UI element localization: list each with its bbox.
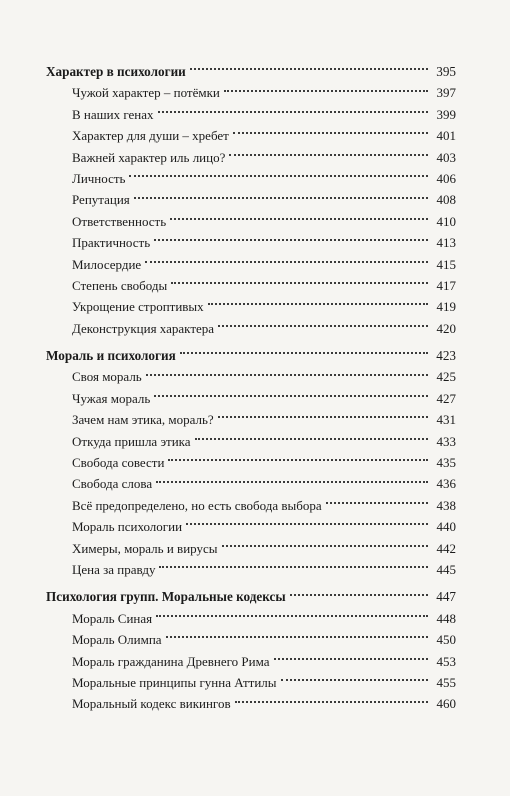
table-of-contents	[46, 61, 456, 715]
dot-leader	[233, 131, 428, 134]
toc-entry	[46, 104, 456, 125]
toc-entry	[46, 296, 456, 317]
entry-title: Важней характер иль лицо?	[72, 149, 226, 165]
entry-title: Чужой характер – потёмки	[72, 85, 220, 101]
page-number: 419	[436, 299, 456, 315]
dot-leader	[224, 89, 428, 92]
entry-title: Практичность	[72, 235, 151, 251]
entry-title: Укрощение строптивых	[72, 299, 204, 315]
page-number: 433	[436, 433, 456, 449]
entry-title: Мораль Олимпа	[72, 632, 162, 648]
dot-leader	[156, 480, 428, 483]
page-number: 408	[436, 192, 456, 208]
dot-leader	[180, 351, 428, 354]
dot-leader	[281, 678, 428, 681]
toc-entry	[46, 366, 456, 387]
page-number: 401	[436, 128, 456, 144]
toc-entry	[46, 629, 456, 650]
page-number: 438	[436, 497, 456, 513]
entry-title: Цена за правду	[72, 561, 156, 577]
entry-title: Ответственность	[72, 213, 167, 229]
page-number: 445	[436, 561, 456, 577]
toc-entry	[46, 672, 456, 693]
toc-entry	[46, 168, 456, 189]
toc-entry	[46, 495, 456, 516]
dot-leader	[156, 614, 428, 617]
entry-title: Свобода совести	[72, 455, 165, 471]
toc-entry	[46, 608, 456, 629]
dot-leader	[166, 635, 428, 638]
page-number: 399	[436, 106, 456, 122]
dot-leader	[154, 238, 428, 241]
page-number: 453	[436, 653, 456, 669]
dot-leader	[218, 415, 428, 418]
toc-section	[46, 345, 456, 580]
toc-entry	[46, 318, 456, 339]
section-title: Характер в психологии	[46, 64, 186, 79]
entry-title: Моральный кодекс викингов	[72, 696, 231, 712]
page-number: 420	[436, 320, 456, 336]
dot-leader	[168, 458, 428, 461]
entry-title: Деконструкция характера	[72, 320, 215, 336]
entry-title: Чужая мораль	[72, 390, 151, 406]
toc-entry	[46, 431, 456, 452]
page-number: 427	[436, 390, 456, 406]
toc-section-heading	[46, 345, 456, 366]
dot-leader	[154, 394, 428, 397]
toc-entry	[46, 275, 456, 296]
entry-title: Всё предопределено, но есть свобода выбора	[72, 497, 322, 513]
page-number: 395	[436, 64, 456, 79]
page-number: 435	[436, 455, 456, 471]
toc-entry	[46, 559, 456, 580]
toc-entry	[46, 409, 456, 430]
dot-leader	[159, 565, 428, 568]
toc-entry	[46, 254, 456, 275]
page-number: 440	[436, 519, 456, 535]
entry-title: Откуда пришла этика	[72, 433, 191, 449]
page-number: 460	[436, 696, 456, 712]
page-number: 417	[436, 277, 456, 293]
dot-leader	[222, 544, 429, 547]
dot-leader	[229, 153, 428, 156]
page-number: 406	[436, 170, 456, 186]
toc-entry	[46, 211, 456, 232]
toc-entry	[46, 452, 456, 473]
toc-entry	[46, 232, 456, 253]
toc-entry	[46, 125, 456, 146]
toc-entry	[46, 147, 456, 168]
toc-section	[46, 586, 456, 714]
entry-title: Своя мораль	[72, 369, 142, 385]
dot-leader	[235, 700, 428, 703]
page-number: 413	[436, 235, 456, 251]
page-number: 431	[436, 412, 456, 428]
page-number: 403	[436, 149, 456, 165]
toc-entry	[46, 82, 456, 103]
dot-leader	[145, 260, 428, 263]
page-number: 415	[436, 256, 456, 272]
toc-entry	[46, 388, 456, 409]
entry-title: Степень свободы	[72, 277, 168, 293]
dot-leader	[290, 593, 428, 596]
page-number: 442	[436, 540, 456, 556]
dot-leader	[218, 324, 428, 327]
toc-entry	[46, 693, 456, 714]
page-number: 436	[436, 476, 456, 492]
entry-title: Репутация	[72, 192, 130, 208]
toc-section-heading	[46, 586, 456, 607]
dot-leader	[134, 196, 428, 199]
dot-leader	[129, 174, 428, 177]
page-number: 448	[436, 610, 456, 626]
entry-title: Химеры, мораль и вирусы	[72, 540, 218, 556]
entry-title: В наших генах	[72, 106, 154, 122]
toc-section	[46, 61, 456, 339]
toc-entry	[46, 538, 456, 559]
entry-title: Мораль Синая	[72, 610, 153, 626]
toc-section-heading	[46, 61, 456, 82]
toc-entry	[46, 516, 456, 537]
toc-entry	[46, 189, 456, 210]
dot-leader	[208, 302, 428, 305]
section-title: Психология групп. Моральные кодексы	[46, 589, 286, 605]
entry-title: Милосердие	[72, 256, 142, 272]
page-number: 425	[436, 369, 456, 385]
page-number: 450	[436, 632, 456, 648]
dot-leader	[190, 67, 428, 70]
dot-leader	[171, 281, 428, 284]
dot-leader	[170, 217, 428, 220]
dot-leader	[195, 437, 428, 440]
dot-leader	[146, 373, 428, 376]
dot-leader	[186, 522, 428, 525]
entry-title: Мораль гражданина Древнего Рима	[72, 653, 270, 669]
entry-title: Зачем нам этика, мораль?	[72, 412, 214, 428]
page-number: 423	[436, 348, 456, 364]
toc-entry	[46, 473, 456, 494]
toc-entry	[46, 651, 456, 672]
entry-title: Личность	[72, 170, 126, 186]
entry-title: Свобода слова	[72, 476, 153, 492]
dot-leader	[326, 501, 428, 504]
entry-title: Мораль психологии	[72, 519, 183, 535]
section-title: Мораль и психология	[46, 348, 176, 364]
dot-leader	[274, 657, 428, 660]
page-number: 397	[436, 85, 456, 101]
page-number: 455	[436, 674, 456, 690]
entry-title: Моральные принципы гунна Аттилы	[72, 674, 277, 690]
page-number: 447	[436, 589, 456, 605]
entry-title: Характер для души – хребет	[72, 128, 229, 144]
dot-leader	[158, 110, 428, 113]
page-number: 410	[436, 213, 456, 229]
